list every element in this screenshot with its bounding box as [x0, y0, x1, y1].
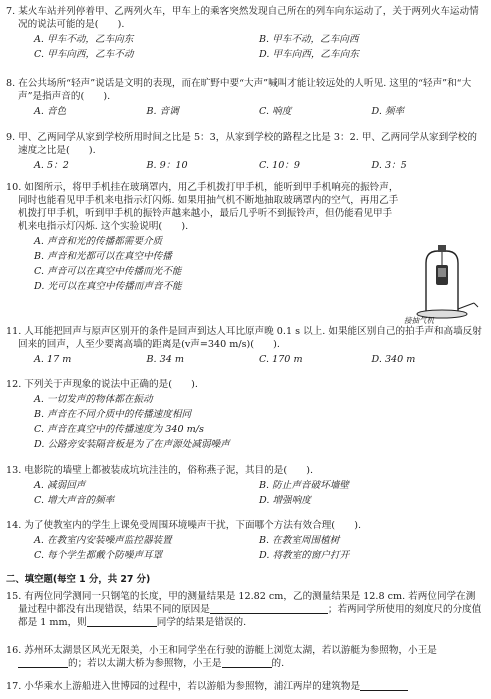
option-c: C. 10：9 [259, 160, 301, 171]
option-c: C. 声音可以在真空中传播而光不能 [34, 266, 182, 277]
option-d: D. 甲车向西，乙车向东 [259, 49, 359, 60]
answer-blank-3[interactable] [18, 657, 68, 668]
question-17 [6, 680, 484, 693]
option-d: D. 340 m [371, 354, 416, 365]
option-c: C. 甲车向西，乙车不动 [34, 49, 134, 60]
question-15-text [6, 590, 484, 629]
answer-blank-5[interactable] [360, 680, 408, 691]
answer-blank-4[interactable] [222, 657, 272, 668]
option-a: A. 减弱回声 [34, 480, 86, 491]
question-7-stem: 7. 某火车站并列停着甲、乙两列火车，甲车上的乘客突然发现自己所在的列车向东运动了，关于两列火车运动情况的说法可能的是( ). [6, 6, 479, 30]
question-11 [6, 325, 484, 366]
question-14-stem: 14. 为了使教室内的学生上课免受周围环境噪声干扰，下面哪个方法有效合理( ). [6, 520, 362, 531]
question-8 [6, 77, 484, 118]
question-15 [6, 590, 484, 629]
question-10-stem: 10. 如图所示，将甲手机挂在玻璃罩内，用乙手机拨打甲手机，能听到甲手机响亮的振铃声，同时也能看见甲手机来电指示灯闪烁. 如果用抽气机不断地抽取玻璃罩内的空气，再用乙手机拨打甲手机，听到甲手机的振铃声越来越小，最后几乎听不到振铃声，但仍能看见甲手机来电指示灯闪烁. 这个实验说明( ). [6, 182, 399, 232]
option-b: B. 甲车不动，乙车向西 [259, 34, 359, 45]
option-d: D. 增强响度 [259, 495, 311, 506]
question-17-text [6, 680, 484, 693]
option-a: A. 声音和光的传播都需要介质 [34, 236, 163, 247]
option-a: A. 在教室内安装噪声监控器装置 [34, 535, 172, 546]
question-9-stem: 9. 甲、乙两同学从家到学校所用时间之比是 5：3，从家到学校的路程之比是 3：2. 甲、乙两同学从家到学校的速度之比是( ). [6, 132, 477, 156]
section-heading: 二、填空题(每空 1 分，共 27 分) [6, 574, 151, 585]
question-10 [6, 181, 401, 295]
option-a: A. 甲车不动，乙车向东 [34, 34, 134, 45]
figure-label: 接抽气机 [404, 316, 434, 325]
question-12 [6, 378, 484, 453]
option-d: D. 光可以在真空中传播而声音不能 [34, 281, 182, 292]
question-9 [6, 131, 484, 172]
question-15-part-1: 15. 有两位同学测同一只钢笔的长度，甲的测量结果是 12.82 cm，乙的测量结果是 12.8 cm. 若两位同学在测量过程中都没有出现错误，结果不同的原因是 [6, 591, 476, 615]
answer-blank-2[interactable] [87, 616, 157, 627]
question-12-stem: 12. 下列关于声现象的说法中正确的是( ). [6, 379, 198, 390]
option-c: C. 每个学生都戴个防噪声耳罩 [34, 550, 163, 561]
option-a: A. 音色 [34, 106, 67, 117]
option-d: D. 将教室的窗户打开 [259, 550, 350, 561]
option-b: B. 防止声音破坏墙壁 [259, 480, 349, 491]
option-c: C. 170 m [259, 354, 303, 365]
option-a: A. 17 m [34, 354, 72, 365]
question-16-part-3: 的. [271, 658, 285, 669]
question-13 [6, 464, 484, 507]
option-b: B. 在教室周围植树 [259, 535, 340, 546]
question-15-part-3: 同学的结果是错误的. [156, 617, 247, 628]
option-c: C. 增大声音的频率 [34, 495, 115, 506]
option-d: D. 频率 [371, 106, 405, 117]
option-b: B. 声音在不同介质中的传播速度相同 [34, 409, 192, 420]
option-a: A. 5：2 [34, 160, 69, 171]
question-11-stem: 11. 人耳能把回声与原声区别开的条件是回声到达人耳比原声晚 0.1 s 以上. 如果能区别自己的拍手声和高墙反射回来的回声，人至少要离高墙的距离是(v声=340 m/s)( ). [6, 326, 482, 350]
option-d: D. 3：5 [371, 160, 407, 171]
question-8-stem: 8. 在公共场所“轻声”说话是文明的表现，而在旷野中要“大声”喊叫才能让较远处的人听见. 这里的“轻声”和“大声”是指声音的( ). [6, 78, 472, 102]
bell-jar-figure [402, 243, 482, 325]
question-15-part-2: ；若两同学所使用的刻度尺的分度值都是 1 mm，则 [18, 604, 482, 628]
option-b: B. 声音和光都可以在真空中传播 [34, 251, 172, 262]
option-c: C. 响度 [259, 106, 292, 117]
question-14 [6, 519, 484, 562]
question-16-text [6, 644, 484, 670]
question-16 [6, 644, 484, 670]
option-b: B. 9：10 [146, 160, 188, 171]
option-b: B. 34 m [146, 354, 185, 365]
question-17-part-1: 17. 小华乘水上游船进入世博园的过程中，若以游船为参照物，浦江两岸的建筑物是 [6, 681, 361, 692]
question-13-stem: 13. 电影院的墙壁上都被装成坑坑洼洼的，俗称燕子泥，其目的是( ). [6, 465, 314, 476]
option-d: D. 公路旁安装隔音板是为了在声源处减弱噪声 [34, 439, 230, 450]
answer-blank-1[interactable] [210, 603, 328, 614]
question-7 [6, 5, 484, 61]
option-c: C. 声音在真空中的传播速度为 340 m/s [34, 424, 204, 435]
option-a: A. 一切发声的物体都在振动 [34, 394, 153, 405]
option-b: B. 音调 [146, 106, 179, 117]
question-16-part-1: 16. 苏州环太湖景区风光无限美，小王和同学坐在行驶的游艇上浏览太湖，若以游艇为参照物，小王是 [6, 645, 437, 656]
bell-jar-icon [402, 243, 482, 325]
question-16-part-2: 的；若以太湖大桥为参照物，小王是 [68, 658, 222, 669]
